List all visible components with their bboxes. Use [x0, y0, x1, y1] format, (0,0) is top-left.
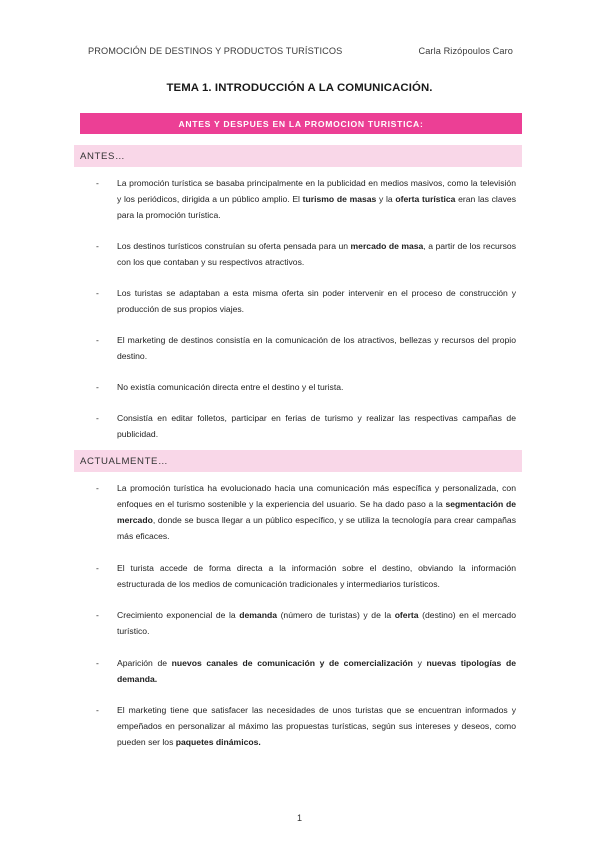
list-item — [96, 702, 516, 750]
bold-text: oferta turística — [395, 194, 456, 204]
list-item — [96, 410, 516, 442]
bullet-dash: - — [96, 413, 99, 423]
bold-text: turismo de masas — [302, 194, 377, 204]
list-item — [96, 285, 516, 317]
bullet-dash: - — [96, 241, 99, 251]
bold-text: mercado de masa — [350, 241, 424, 251]
bullet-dash: - — [96, 657, 99, 668]
bold-text: segmentación de mercado — [117, 499, 516, 525]
text-run: , a partir de los recursos con los que contaban y su respectivos atractivos. — [117, 241, 517, 267]
bullet-dash: - — [96, 705, 99, 715]
text-run: El turista accede de forma directa a la información sobre el destino, obviando la información estructurada de los medios de comunicación tradicionales y intermediarios turísticos. — [117, 562, 516, 589]
bullet-dash: - — [96, 178, 99, 188]
list-item — [96, 379, 516, 395]
bold-text: paquetes dinámicos. — [175, 737, 261, 747]
text-run: eran las claves para la promoción turística. — [117, 194, 516, 220]
list-item — [96, 607, 516, 639]
bullet-dash: - — [96, 382, 99, 392]
bullet-dash: - — [96, 483, 99, 493]
section-banner: ANTES Y DESPUES EN LA PROMOCION TURISTICA: — [80, 113, 522, 134]
list-item — [96, 655, 516, 687]
text-run: (número de turistas) y de la — [277, 610, 395, 620]
list-item — [96, 560, 516, 592]
page-number: 1 — [296, 813, 302, 823]
text-run: La promoción turística ha evolucionado hacia una comunicación más específica y personalizada, con enfoques en el turismo sostenible y la experiencia del usuario. Se ha dado paso a la — [117, 483, 516, 509]
list-item — [96, 332, 516, 364]
section-heading-antes-label: ANTES… — [80, 150, 126, 162]
text-run: y — [412, 657, 427, 668]
list-item — [96, 238, 516, 270]
header-course-title: PROMOCIÓN DE DESTINOS Y PRODUCTOS TURÍSTICOS — [88, 46, 343, 56]
bold-text: nuevas tipologías de demanda. — [117, 657, 516, 684]
bullet-dash: - — [96, 335, 99, 345]
bold-text: oferta — [394, 610, 419, 620]
list-item — [96, 480, 516, 544]
section-heading-antes — [74, 145, 522, 167]
text-run: La promoción turística se basaba principalmente en la publicidad en medios masivos, como la televisión y los periódicos, dirigida a un público amplio. El — [117, 178, 516, 204]
header-author: Carla Rizópoulos Caro — [418, 46, 513, 56]
section-heading-actualmente-label: ACTUALMENTE… — [80, 455, 169, 467]
list-item — [96, 175, 516, 223]
text-run: El marketing de destinos consistía en la comunicación de los atractivos, bellezas y recursos del propio destino. — [117, 335, 516, 361]
bold-text: demanda — [239, 610, 277, 620]
text-run: y la — [376, 194, 396, 204]
text-run: No existía comunicación directa entre el destino y el turista. — [117, 382, 344, 392]
page-header — [88, 46, 527, 56]
text-run: Aparición de — [117, 657, 172, 668]
section-heading-actualmente — [74, 450, 522, 472]
text-run: El marketing tiene que satisfacer las necesidades de unos turistas que se encuentran informados y empeñados en personalizar al máximo las propuestas turísticas, según sus intereses y deseos, como pueden ser los — [117, 705, 516, 747]
bullet-dash: - — [96, 288, 99, 298]
text-run: Los turistas se adaptaban a esta misma oferta sin poder intervenir en el proceso de construcción y producción de sus propios viajes. — [117, 288, 516, 314]
text-run: Los destinos turísticos construían su oferta pensada para un — [117, 241, 351, 251]
bold-text: nuevos canales de comunicación y de comercialización — [171, 657, 413, 668]
text-run: (destino) en el mercado turístico. — [117, 610, 516, 636]
bullet-list-actualmente — [96, 480, 516, 766]
text-run: , donde se busca llegar a un público específico, y se utiliza la tecnología para crear campañas más eficaces. — [117, 515, 516, 541]
bullet-dash: - — [96, 562, 99, 573]
text-run: Consistía en editar folletos, participar en ferias de turismo y realizar las respectivas campañas de publicidad. — [117, 413, 516, 439]
page-title: TEMA 1. INTRODUCCIÓN A LA COMUNICACIÓN. — [166, 82, 433, 94]
bullet-list-antes — [96, 175, 516, 457]
text-run: Crecimiento exponencial de la — [117, 610, 240, 620]
bullet-dash: - — [96, 610, 99, 620]
